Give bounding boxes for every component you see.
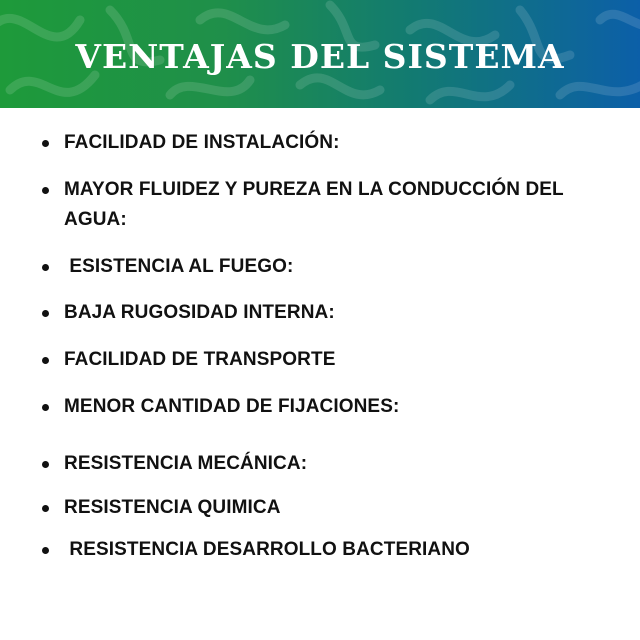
bullet-icon	[42, 264, 49, 271]
list-item	[64, 345, 564, 375]
list-item-label: FACILIDAD DE INSTALACIÓN:	[64, 132, 340, 153]
bullet-icon	[42, 187, 49, 194]
list-item-label: MAYOR FLUIDEZ Y PUREZA EN LA CONDUCCIÓN DEL AGUA:	[64, 179, 564, 230]
list-item	[64, 493, 564, 523]
bullet-icon	[42, 140, 49, 147]
bullet-icon	[42, 505, 49, 512]
bullet-icon	[42, 461, 49, 468]
list-item-label: MENOR CANTIDAD DE FIJACIONES:	[64, 396, 400, 417]
list-item	[64, 449, 564, 479]
bullet-icon	[42, 357, 49, 364]
list-item-label: RESISTENCIA MECÁNICA:	[64, 453, 308, 474]
list-item	[64, 175, 564, 235]
bullet-icon	[42, 547, 49, 554]
list-item	[64, 535, 564, 565]
list-item	[64, 128, 564, 158]
list-item	[64, 252, 564, 282]
list-item-label: BAJA RUGOSIDAD INTERNA:	[64, 302, 335, 323]
page-title: VENTAJAS DEL SISTEMA	[75, 36, 565, 76]
list-item-label: RESISTENCIA DESARROLLO BACTERIANO	[64, 539, 470, 560]
list-item-label: FACILIDAD DE TRANSPORTE	[64, 349, 336, 370]
list-item-label: ESISTENCIA AL FUEGO:	[64, 256, 294, 277]
list-item	[64, 298, 564, 328]
list-item-label: RESISTENCIA QUIMICA	[64, 497, 281, 518]
bullet-icon	[42, 404, 49, 411]
bullet-icon	[42, 310, 49, 317]
list-item	[64, 392, 564, 422]
